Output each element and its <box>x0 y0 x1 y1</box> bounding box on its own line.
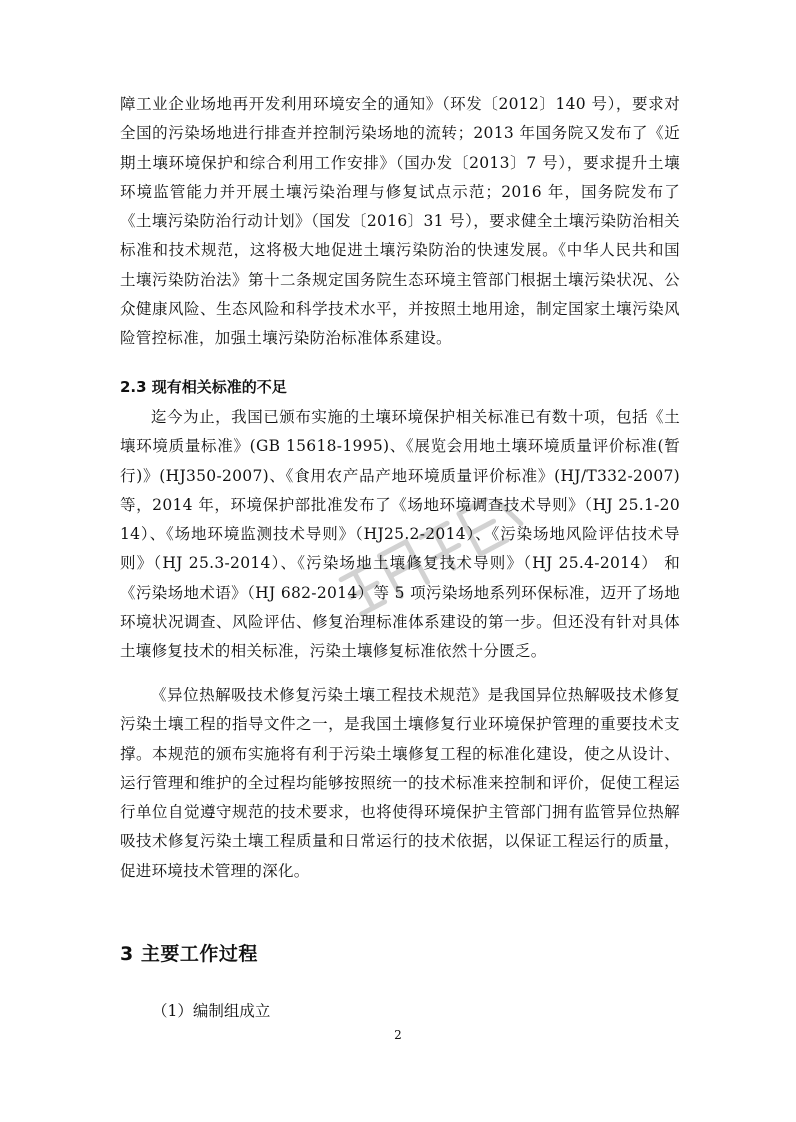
paragraph-policy-background: 障工业企业场地再开发利用环境安全的通知》（环发〔2012〕140 号），要求对全国的污染场地进行排查并控制污染场地的流转；2013 年国务院又发布了《近期土壤环境保护和综合利用工作安排》（国办发〔2013〕7 号），要求提升土壤环境监管能力并开展土壤污染治理与修复试点示范；2016 年，国务院发布了《土壤污染防治行动计划》（国发〔2016〕31 号），要求健全土壤污染防治相关标准和技术规范，这将极大地促进土壤污染防治的快速发展。《中华人民共和国土壤污染防治法》第十二条规定国务院生态环境主管部门根据土壤污染状况、公众健康风险、生态风险和科学技术水平，并按照土地用途，制定国家土壤污染风险管控标准，加强土壤污染防治标准体系建设。 <box>120 95 680 348</box>
paragraph-existing-standards: 迄今为止，我国已颁布实施的土壤环境保护相关标准已有数十项，包括《土壤环境质量标准》(GB 15618-1995)、《展览会用地土壤环境质量评价标准(暂行)》(HJ350-2007)、《食用农产品产地环境质量评价标准》(HJ/T332-2007)等，2014 年，环境保护部批准发布了《场地环境调查技术导则》（HJ 25.1-2014）、《场地环境监测技术导则》（HJ25.2-2014）、《污染场地风险评估技术导则》（HJ 25.3-2014）、《污染场地土壤修复技术导则》（HJ 25.4-2014） 和 《污染场地术语》（HJ 682-2014）等 5 项污染场地系列环保标准，迈开了场地环境状况调查、风险评估、修复治理标准体系建设的第一步。但还没有针对具体土壤修复技术的相关标准，污染土壤修复标准依然十分匮乏。 <box>120 408 680 661</box>
section-heading-2-3: 2.3 现有相关标准的不足 <box>120 378 287 396</box>
section-heading-3: 3 主要工作过程 <box>120 943 258 965</box>
list-item-team-formation: （1）编制组成立 <box>152 1002 271 1020</box>
page-number: 2 <box>394 1028 402 1042</box>
paragraph-specification-significance: 《异位热解吸技术修复污染土壤工程技术规范》是我国异位热解吸技术修复污染土壤工程的指导文件之一，是我国土壤修复行业环境保护管理的重要技术支撑。本规范的颁布实施将有利于污染土壤修复工程的标准化建设，使之从设计、运行管理和维护的全过程均能够按照统一的技术标准来控制和评价，促使工程运行单位自觉遵守规范的技术要求，也将使得环境保护主管部门拥有监管异位热解吸技术修复污染土壤工程质量和日常运行的技术依据，以保证工程运行的质量，促进环境技术管理的深化。 <box>120 686 680 880</box>
